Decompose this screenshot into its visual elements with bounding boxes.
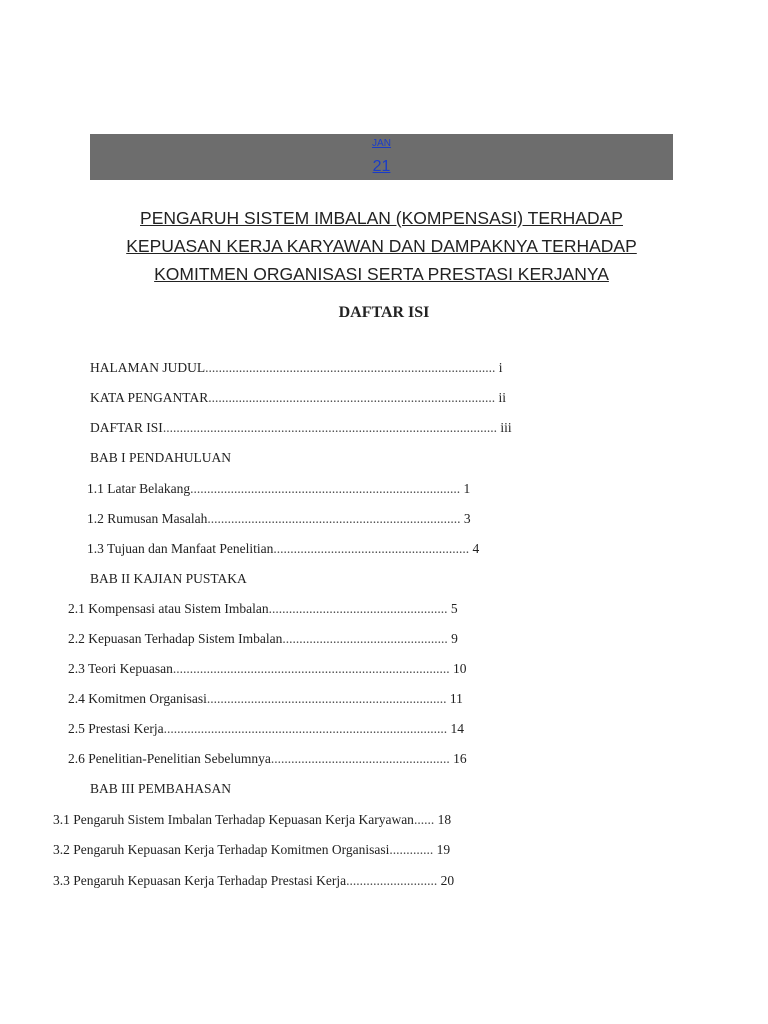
toc-entry-page: 14 bbox=[447, 721, 464, 736]
toc-entry-dots: ....................................................................... bbox=[206, 691, 447, 706]
toc-heading: DAFTAR ISI bbox=[338, 304, 430, 321]
toc-entry-page: 4 bbox=[469, 541, 480, 556]
toc-entry-dots: ................................................................................................... bbox=[162, 420, 497, 435]
toc-entry bbox=[68, 750, 467, 768]
toc-entry-dots: ........................................................................... bbox=[207, 511, 461, 526]
post-title-link[interactable] bbox=[90, 204, 673, 288]
toc-entry-page: 1 bbox=[460, 481, 471, 496]
toc-chapter bbox=[90, 449, 231, 467]
toc-chapter bbox=[90, 780, 231, 798]
toc-entry bbox=[87, 540, 479, 558]
toc-entry-dots: .................................................................................... bbox=[163, 721, 448, 736]
toc-entry-dots: ................................................. bbox=[282, 631, 448, 646]
toc-chapter-text: BAB II KAJIAN PUSTAKA bbox=[90, 571, 247, 586]
toc-entry-dots: ..................................................................................... bbox=[208, 390, 496, 405]
toc-entry-text: KATA PENGANTAR bbox=[90, 390, 209, 405]
toc-entry-page: 18 bbox=[434, 812, 452, 827]
toc-entry-dots: ...................................................................................... bbox=[205, 360, 496, 375]
toc-entry bbox=[68, 630, 458, 648]
toc-entry bbox=[68, 600, 458, 618]
toc-entry-dots: .......................................................... bbox=[273, 541, 470, 556]
toc-entry bbox=[90, 389, 506, 407]
post-title-line-3: KOMITMEN ORGANISASI SERTA PRESTASI KERJANYA bbox=[154, 264, 609, 284]
toc-entry bbox=[68, 660, 467, 678]
toc-entry bbox=[87, 510, 471, 528]
toc-entry-dots: ............. bbox=[389, 842, 434, 857]
toc-entry-text: 1.1 Latar Belakang bbox=[87, 481, 191, 496]
toc-entry-text: HALAMAN JUDUL bbox=[90, 360, 206, 375]
toc-entry-dots: .................................................................................. bbox=[172, 661, 450, 676]
toc-chapter bbox=[90, 570, 247, 588]
toc-entry-text: 1.2 Rumusan Masalah bbox=[87, 511, 208, 526]
toc-entry bbox=[68, 690, 463, 708]
toc-entry-page: 11 bbox=[446, 691, 463, 706]
toc-entry-page: 20 bbox=[437, 873, 455, 888]
toc-entry-text: 2.1 Kompensasi atau Sistem Imbalan bbox=[68, 601, 269, 616]
toc-entry-text: 2.4 Komitmen Organisasi bbox=[68, 691, 207, 706]
toc-entry-page: 3 bbox=[460, 511, 471, 526]
toc-entry bbox=[53, 811, 451, 829]
toc-entry-text: 3.1 Pengaruh Sistem Imbalan Terhadap Kepuasan Kerja Karyawan bbox=[53, 812, 414, 827]
toc-entry-page: 10 bbox=[449, 661, 467, 676]
post-date-day-link[interactable]: 21 bbox=[372, 158, 391, 175]
post-title-line-2: KEPUASAN KERJA KARYAWAN DAN DAMPAKNYA TERHADAP bbox=[126, 236, 637, 256]
post-date-month-link[interactable]: JAN bbox=[372, 138, 391, 149]
toc-entry-text: DAFTAR ISI bbox=[90, 420, 163, 435]
toc-entry-text: 3.2 Pengaruh Kepuasan Kerja Terhadap Komitmen Organisasi bbox=[53, 842, 390, 857]
toc-entry bbox=[90, 359, 503, 377]
toc-entry bbox=[87, 480, 470, 498]
toc-chapter-text: BAB III PEMBAHASAN bbox=[90, 781, 232, 796]
toc-entry bbox=[90, 419, 512, 437]
toc-entry-page: 9 bbox=[447, 631, 458, 646]
post-date-bar bbox=[90, 134, 673, 180]
toc-entry-page: ii bbox=[495, 390, 506, 405]
toc-entry-dots: ................................................................................ bbox=[190, 481, 461, 496]
toc-entry-page: 5 bbox=[447, 601, 458, 616]
toc-entry-text: 2.2 Kepuasan Terhadap Sistem Imbalan bbox=[68, 631, 283, 646]
post-title-line-1: PENGARUH SISTEM IMBALAN (KOMPENSASI) TERHADAP bbox=[140, 208, 623, 228]
toc-entry-page: iii bbox=[496, 420, 512, 435]
toc-entry-dots: ..................................................... bbox=[270, 751, 450, 766]
toc-entry-text: 2.5 Prestasi Kerja bbox=[68, 721, 164, 736]
toc-entry-text: 3.3 Pengaruh Kepuasan Kerja Terhadap Prestasi Kerja bbox=[53, 873, 347, 888]
toc-entry-dots: ...... bbox=[413, 812, 435, 827]
toc-entry bbox=[68, 720, 464, 738]
toc-entry-page: i bbox=[495, 360, 503, 375]
toc-entry-text: 1.3 Tujuan dan Manfaat Penelitian bbox=[87, 541, 274, 556]
toc-entry bbox=[53, 841, 450, 859]
toc-entry-page: 19 bbox=[433, 842, 451, 857]
toc-entry-dots: ..................................................... bbox=[268, 601, 448, 616]
toc-chapter-text: BAB I PENDAHULUAN bbox=[90, 450, 231, 465]
toc-entry bbox=[53, 872, 454, 890]
toc-entry-text: 2.3 Teori Kepuasan bbox=[68, 661, 173, 676]
toc-entry-text: 2.6 Penelitian-Penelitian Sebelumnya bbox=[68, 751, 271, 766]
toc-entry-page: 16 bbox=[449, 751, 467, 766]
toc-entry-dots: ........................... bbox=[346, 873, 438, 888]
